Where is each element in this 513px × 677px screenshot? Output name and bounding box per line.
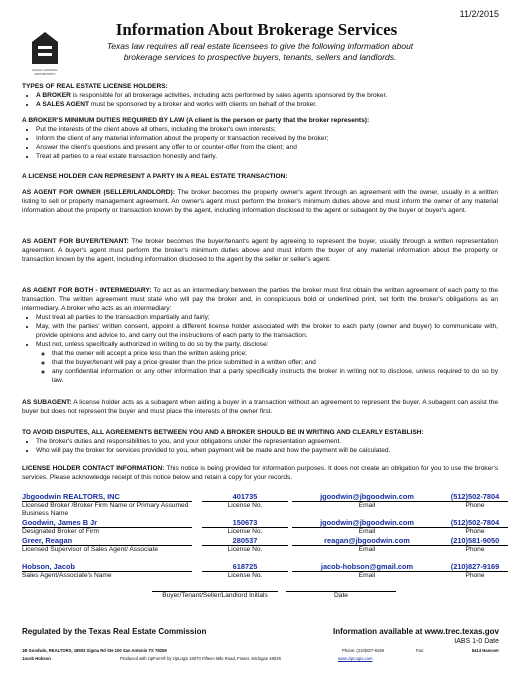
form-code: 5414 Hanover (471, 648, 499, 653)
represent-heading: A LICENSE HOLDER CAN REPRESENT A PARTY IN A REAL ESTATE TRANSACTION: (22, 173, 288, 180)
regulated-text: Regulated by the Texas Real Estate Commission (22, 627, 207, 636)
initials-label: Buyer/Tenant/Seller/Landlord Initials (162, 592, 268, 599)
intermediary-item: • Must not, unless specifically authorized in writing to do so by the party, disclose: (36, 340, 498, 349)
contact-paragraph: LICENSE HOLDER CONTACT INFORMATION: This notice is being provided for information purposes. It does not create an obligation for you to use the broker's services. Please acknowledge receipt of this notice below and retain a copy for your records. (22, 465, 498, 481)
firm-address: JB Goodwin, REALTORS, 18503 Sigma Rd Ste 100 San Antonio TX 78258 (22, 648, 167, 653)
disputes-heading: TO AVOID DISPUTES, ALL AGREEMENTS BETWEEN YOU AND A BROKER SHOULD BE IN WRITING AND CLEARLY ESTABLISH: (22, 429, 424, 436)
broker-firm-name[interactable]: Jbgoodwin REALTORS, INC (22, 492, 192, 502)
email-label: Email (358, 502, 376, 509)
designated-broker-name[interactable]: Goodwin, James B Jr (22, 518, 192, 528)
supervisor-name[interactable]: Greer, Reagan (22, 536, 192, 546)
email-label: Email (358, 572, 376, 579)
logo-caption: EQUAL HOUSING OPPORTUNITY (32, 68, 58, 76)
subagent-paragraph: AS SUBAGENT: A license holder acts as a subagent when aiding a buyer in a transaction without an agreement to represent the buyer. A subagent can assist the buyer but does not represent the buyer and must place the interests of the owner first. (22, 399, 498, 415)
duties-section (22, 116, 498, 161)
sales-agent-label: Sales Agent/Associate's Name (22, 572, 112, 579)
duty-item: • Answer the client's questions and present any offer to or counter-offer from the client; and (36, 143, 498, 152)
buyer-paragraph: AS AGENT FOR BUYER/TENANT: The broker becomes the buyer/tenant's agent by agreeing to represent the buyer, usually through a written representation agreement. A buyer's agent must perform the broker's minimum duties above and must inform the buyer of any material information about the property or transaction known by the agent, including information disclosed to the agent by the seller or seller's agent. (22, 238, 499, 263)
type-broker: • A BROKER is responsible for all brokerage activities, including acts performed by sales agents sponsored by the broker. (36, 91, 498, 100)
disputes-section (22, 428, 498, 455)
disclose-item: ◦ that the buyer/tenant will pay a price greater than the price submitted in a written offer; and (52, 358, 498, 367)
form-date: 11/2/2015 (459, 9, 499, 19)
dispute-item: • Who will pay the broker for services provided to you, when payment will be made and how the payment will be calculated. (36, 446, 498, 455)
disclose-item: ◦ that the owner will accept a price less than the written asking price; (52, 349, 498, 358)
duties-heading: A BROKER'S MINIMUM DUTIES REQUIRED BY LAW (A client is the person or party that the broker represents): (22, 117, 370, 124)
supervisor-email[interactable]: reagan@jbgoodwin.com (292, 536, 442, 546)
duty-item: • Put the interests of the client above all others, including the broker's own interests; (36, 125, 498, 134)
produced-by: Produced with zipForm® by zipLogix 18070 Fifteen Mile Road, Fraser, Michigan 48026 (120, 656, 281, 661)
trec-info: Information available at www.trec.texas.gov (333, 627, 499, 636)
email-label: Email (358, 528, 376, 535)
designated-broker-phone[interactable]: (512)502-7804 (442, 518, 508, 528)
types-section (22, 82, 498, 109)
agent-name-footer: Jacob Hobson (22, 656, 51, 661)
supervisor-phone[interactable]: (210)581-9050 (442, 536, 508, 546)
duty-item: • Treat all parties to a real estate transaction honestly and fairly. (36, 152, 498, 161)
footer-fax: Fax: (416, 648, 425, 653)
ziplogix-link[interactable]: www.zipLogix.com (338, 656, 373, 661)
page-subtitle: Texas law requires all real estate licensees to give the following information about brokerage services to prospective buyers, tenants, sellers and landlords. (106, 41, 414, 62)
intermediary-list (22, 313, 498, 385)
supervisor-label: Licensed Supervisor of Sales Agent/ Associate (22, 546, 158, 553)
date-label: Date (334, 592, 348, 599)
iabs-date: IABS 1-0 Date (454, 638, 499, 645)
sales-agent-license[interactable]: 618725 (202, 562, 288, 572)
page-title: Information About Brokerage Services (115, 20, 398, 39)
sales-agent-phone[interactable]: (210)827-9169 (442, 562, 508, 572)
license-label: License No. (227, 546, 263, 553)
license-label: License No. (227, 528, 263, 535)
phone-label: Phone (465, 528, 485, 535)
duty-item: • Inform the client of any material information about the property or transaction received by the broker; (36, 134, 498, 143)
broker-license[interactable]: 401735 (202, 492, 288, 502)
owner-paragraph: AS AGENT FOR OWNER (SELLER/LANDLORD): The broker becomes the property owner's agent through an agreement with the owner, usually in a written listing to sell or property management agreement. An owner's agent must perform the broker's minimum duties above and must inform the owner of any material information about the property or transaction known by the agent, including information disclosed to the agent or subagent by the buyer or buyer's agent. (22, 189, 498, 214)
dispute-item: • The broker's duties and responsibilities to you, and your obligations under the representation agreement. (36, 437, 498, 446)
email-label: Email (358, 546, 376, 553)
disclose-item: ◦ any confidential information or any other information that a party specifically instructs the broker in writing not to disclose, unless required to do so by law. (52, 367, 498, 385)
phone-label: Phone (465, 546, 485, 553)
supervisor-license[interactable]: 280537 (202, 536, 288, 546)
date-field[interactable] (286, 582, 396, 592)
sales-agent-name[interactable]: Hobson, Jacob (22, 562, 192, 572)
designated-broker-label: Designated Broker of Firm (22, 528, 99, 535)
initials-field[interactable] (152, 582, 278, 592)
intermediary-item: • May, with the parties' written consent, appoint a different license holder associated with the broker to each party (owner and buyer) to communicate with, provide opinions and advice to, and carry out the instructions of each party to the transaction. (36, 322, 498, 340)
broker-email[interactable]: jgoodwin@jbgoodwin.com (292, 492, 442, 502)
designated-broker-email[interactable]: jgoodwin@jbgoodwin.com (292, 518, 442, 528)
phone-label: Phone (465, 572, 485, 579)
signature-row (22, 582, 508, 606)
broker-firm-label: Licensed Broker /Broker Firm Name or Primary Assumed Business Name (22, 502, 189, 517)
designated-broker-license[interactable]: 150673 (202, 518, 288, 528)
intermediary-paragraph: AS AGENT FOR BOTH - INTERMEDIARY: To act as an intermediary between the parties the broker must first obtain the written agreement of each party to the transaction. The written agreement must state who will pay the broker and, in conspicuous bold or underlined print, set forth the broker's obligations as an intermediary. A broker who acts as an intermediary: (22, 287, 498, 312)
broker-phone[interactable]: (512)502-7804 (442, 492, 508, 502)
footer-phone: Phone: (210)827-9169 (342, 648, 384, 653)
table-row (22, 492, 508, 516)
license-label: License No. (227, 502, 263, 509)
types-heading: TYPES OF REAL ESTATE LICENSE HOLDERS: (22, 83, 168, 90)
table-row (22, 536, 508, 560)
contact-table (22, 492, 508, 602)
sales-agent-email[interactable]: jacob-hobson@gmail.com (292, 562, 442, 572)
phone-label: Phone (465, 502, 485, 509)
intermediary-item: • Must treat all parties to the transaction impartially and fairly; (36, 313, 498, 322)
license-label: License No. (227, 572, 263, 579)
type-sales-agent: • A SALES AGENT must be sponsored by a broker and works with clients on behalf of the broker. (36, 100, 498, 109)
